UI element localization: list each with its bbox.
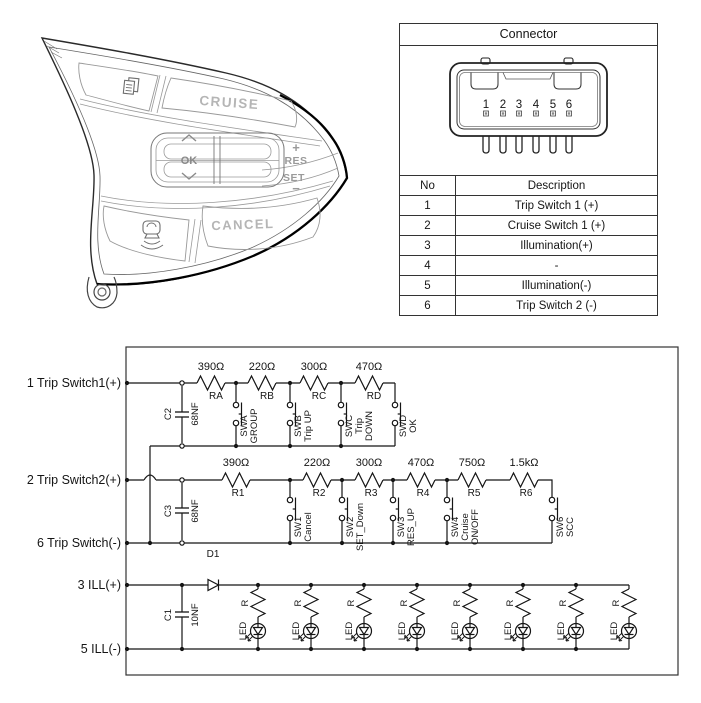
pin-description: -	[456, 256, 658, 276]
led-label: LED	[397, 621, 408, 641]
pin-description: Cruise Switch 1 (+)	[456, 216, 658, 236]
led-label: LED	[291, 621, 302, 641]
schematic-pin-labels	[27, 376, 121, 656]
connector-key-slot	[554, 73, 581, 90]
led-resistor-label: R	[505, 599, 516, 607]
switch-label: SW1	[293, 516, 304, 538]
resistor-ref: R4	[416, 488, 430, 499]
table-row	[400, 276, 657, 296]
pin-no: 4	[400, 256, 456, 276]
resistor-r3	[355, 473, 383, 487]
set-label: SET	[283, 172, 305, 184]
switch-label: SWC	[344, 414, 355, 438]
resistor-value: 300Ω	[300, 361, 328, 373]
resistor-value: 300Ω	[355, 457, 383, 469]
connector-drawing	[400, 46, 657, 170]
capacitor-c2	[175, 412, 189, 417]
capacitor-c3	[175, 508, 189, 513]
connector-panel	[399, 23, 658, 316]
led-resistor-label: R	[611, 599, 622, 607]
resistor-ref: RD	[366, 391, 382, 402]
resistor-ra	[197, 376, 225, 390]
resistor-ref: RC	[311, 391, 327, 402]
pin-number: 5	[549, 99, 557, 111]
col-header-no: No	[400, 176, 456, 196]
resistor-value: 390Ω	[197, 361, 225, 373]
pin-label-trip-switch-neg: 6 Trip Switch(-)	[36, 536, 121, 550]
switch-label: SCC	[565, 516, 576, 538]
switch-label: ON/OFF	[470, 509, 481, 545]
rocker-switch[interactable]	[151, 133, 284, 187]
switch-label: SW3	[396, 516, 407, 538]
row2-switch-labels	[293, 503, 576, 551]
led-resistor-label: R	[399, 599, 410, 607]
pin-number: 2	[499, 99, 507, 111]
table-row	[400, 296, 657, 316]
mounting-tab	[87, 277, 117, 308]
resistor-value: 1.5kΩ	[509, 457, 539, 469]
switch-label: DOWN	[364, 410, 375, 442]
circuit-schematic	[0, 330, 701, 703]
resistor-r5	[458, 473, 486, 487]
capacitor-value: 10NF	[190, 603, 201, 627]
switch-label: SW2	[345, 516, 356, 538]
pin-description: Trip Switch 1 (+)	[456, 196, 658, 216]
led-label: LED	[344, 621, 355, 641]
res-label: RES	[284, 155, 308, 167]
diode-d1	[208, 580, 219, 591]
pin-no: 6	[400, 296, 456, 316]
led-resistor-label: R	[240, 599, 251, 607]
pin-description: Illumination(-)	[456, 276, 658, 296]
led-resistor-label: R	[558, 599, 569, 607]
resistor-ref: R3	[364, 488, 378, 499]
switch-label: RES_UP	[406, 507, 417, 547]
table-row	[400, 196, 657, 216]
pin-no: 1	[400, 196, 456, 216]
connector-shell	[450, 63, 607, 136]
switch-label: Trip	[354, 417, 365, 435]
row2-resistor-refs	[232, 488, 533, 499]
trip-menu-icon	[123, 77, 139, 94]
led-label: LED	[450, 621, 461, 641]
led-resistor-label: R	[293, 599, 304, 607]
led-label: LED	[609, 621, 620, 641]
cancel-label: CANCEL	[211, 215, 275, 234]
pin-description-table	[400, 175, 657, 315]
resistor-rc	[300, 376, 328, 390]
led-label: LED	[503, 621, 514, 641]
pin-label-ill-neg: 5 ILL(-)	[80, 642, 121, 656]
resistor-ref: RA	[209, 391, 223, 402]
pin-label-trip-switch1: 1 Trip Switch1(+)	[26, 376, 121, 390]
connector-pins	[483, 136, 572, 153]
resistor-r2	[303, 473, 331, 487]
trip-button-panel[interactable]	[79, 63, 158, 111]
pin-no: 2	[400, 216, 456, 236]
res-plus-label: +	[292, 140, 300, 155]
row2-resistor-values	[223, 457, 539, 469]
set-minus-label: −	[292, 181, 300, 196]
resistor-value: 390Ω	[222, 457, 250, 469]
resistor-ref: R5	[467, 488, 481, 499]
resistor-ref: R2	[312, 488, 326, 499]
pin-number: 4	[532, 99, 540, 111]
capacitor-c1	[175, 612, 189, 617]
cruise-label: CRUISE	[198, 92, 260, 113]
resistor-value: 750Ω	[458, 457, 486, 469]
connector-pin-numbers	[483, 99, 572, 111]
switch-label: Cruise	[460, 513, 471, 541]
resistor-r4	[407, 473, 435, 487]
resistor-value: 220Ω	[248, 361, 276, 373]
switch-label: SWB	[293, 415, 304, 437]
row1-resistor-values	[198, 361, 383, 373]
bottom-panel-divider	[189, 219, 201, 263]
resistor-r1	[222, 473, 250, 487]
capacitor-ref: C2	[163, 407, 174, 421]
led-resistor-label: R	[346, 599, 357, 607]
capacitor-ref: C1	[163, 608, 174, 622]
resistor-rb	[248, 376, 276, 390]
connector-terminal-squares	[484, 111, 572, 116]
connector-panel-title: Connector	[400, 24, 657, 46]
pin-no: 3	[400, 236, 456, 256]
ill-wiring	[127, 585, 629, 649]
resistor-r6	[510, 473, 538, 487]
diode-ref: D1	[206, 549, 220, 560]
pin-number: 1	[482, 99, 490, 111]
pin-description: Trip Switch 2 (-)	[456, 296, 658, 316]
led-label: LED	[238, 621, 249, 641]
table-header-row	[400, 176, 657, 196]
switch-label: SW6	[555, 516, 566, 538]
resistor-rd	[355, 376, 383, 390]
switch-label: SWA	[239, 415, 250, 437]
ok-label: OK	[180, 155, 198, 167]
led-branch-labels	[238, 599, 622, 640]
steering-remote-illustration	[20, 15, 390, 320]
row1-resistor-refs	[209, 391, 381, 402]
capacitor-value: 68NF	[190, 499, 201, 523]
switch-label: SWD	[398, 414, 409, 438]
switch-label: GROUP	[249, 408, 260, 444]
switch-label: SET_Down	[355, 502, 366, 552]
switch-label: Cancel	[303, 512, 314, 542]
switch-label: OK	[408, 419, 419, 433]
pin-number: 3	[515, 99, 523, 111]
table-row	[400, 216, 657, 236]
col-header-description: Description	[456, 176, 658, 196]
pin-no: 5	[400, 276, 456, 296]
led-resistor-label: R	[452, 599, 463, 607]
resistor-ref: RB	[260, 391, 274, 402]
pin-number: 6	[565, 99, 573, 111]
capacitor-value: 68NF	[190, 402, 201, 426]
switch-label: Trip UP	[303, 410, 314, 442]
row1-switch-labels	[239, 409, 419, 444]
pin-label-ill-pos: 3 ILL(+)	[77, 578, 121, 592]
resistor-ref: R6	[519, 488, 533, 499]
switch-label: SW4	[450, 516, 461, 538]
capacitor-ref: C3	[163, 504, 174, 518]
resistor-value: 220Ω	[303, 457, 331, 469]
resistor-ref: R1	[231, 488, 245, 499]
voice-assist-icon	[141, 221, 163, 249]
chevron-down-icon[interactable]	[182, 173, 196, 179]
pin-label-trip-switch2: 2 Trip Switch2(+)	[26, 473, 121, 487]
connector-key-notch	[503, 73, 553, 80]
led-label: LED	[556, 621, 567, 641]
table-row	[400, 256, 657, 276]
connector-key-slot	[471, 73, 498, 90]
table-row	[400, 236, 657, 256]
resistor-value: 470Ω	[407, 457, 435, 469]
resistor-value: 470Ω	[355, 361, 383, 373]
pin-description: Illumination(+)	[456, 236, 658, 256]
